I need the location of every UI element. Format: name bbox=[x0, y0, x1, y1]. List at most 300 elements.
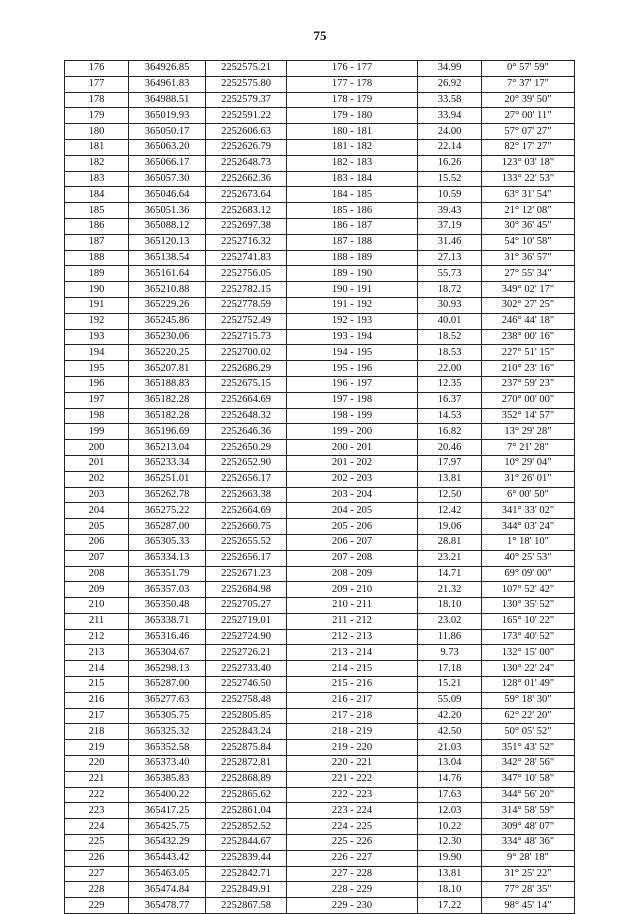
length-cell: 20.46 bbox=[418, 440, 482, 456]
table-row bbox=[65, 582, 575, 598]
point-number-cell: 199 bbox=[65, 424, 129, 440]
table-row bbox=[65, 724, 575, 740]
point-number-cell: 210 bbox=[65, 598, 129, 614]
segment-cell: 176 - 177 bbox=[287, 61, 418, 77]
y-coordinate-cell: 2252875.84 bbox=[206, 740, 287, 756]
bearing-cell: 344° 03' 24" bbox=[482, 519, 575, 535]
x-coordinate-cell: 365066.17 bbox=[129, 155, 206, 171]
bearing-cell: 27° 00' 11" bbox=[482, 108, 575, 124]
y-coordinate-cell: 2252626.79 bbox=[206, 139, 287, 155]
length-cell: 18.52 bbox=[418, 329, 482, 345]
y-coordinate-cell: 2252650.29 bbox=[206, 440, 287, 456]
point-number-cell: 196 bbox=[65, 376, 129, 392]
table-row bbox=[65, 519, 575, 535]
y-coordinate-cell: 2252756.05 bbox=[206, 266, 287, 282]
segment-cell: 177 - 178 bbox=[287, 76, 418, 92]
length-cell: 24.00 bbox=[418, 124, 482, 140]
segment-cell: 213 - 214 bbox=[287, 645, 418, 661]
segment-cell: 209 - 210 bbox=[287, 582, 418, 598]
table-row bbox=[65, 629, 575, 645]
bearing-cell: 238° 00' 16" bbox=[482, 329, 575, 345]
point-number-cell: 186 bbox=[65, 218, 129, 234]
table-row bbox=[65, 598, 575, 614]
segment-cell: 215 - 216 bbox=[287, 677, 418, 693]
x-coordinate-cell: 365051.36 bbox=[129, 203, 206, 219]
y-coordinate-cell: 2252648.32 bbox=[206, 408, 287, 424]
point-number-cell: 184 bbox=[65, 187, 129, 203]
table-row bbox=[65, 61, 575, 77]
bearing-cell: 20° 39' 50" bbox=[482, 92, 575, 108]
length-cell: 39.43 bbox=[418, 203, 482, 219]
length-cell: 17.18 bbox=[418, 661, 482, 677]
segment-cell: 222 - 223 bbox=[287, 787, 418, 803]
y-coordinate-cell: 2252844.67 bbox=[206, 835, 287, 851]
table-row bbox=[65, 329, 575, 345]
bearing-cell: 173° 40' 52" bbox=[482, 629, 575, 645]
y-coordinate-cell: 2252805.85 bbox=[206, 708, 287, 724]
y-coordinate-cell: 2252867.58 bbox=[206, 898, 287, 914]
point-number-cell: 228 bbox=[65, 882, 129, 898]
x-coordinate-cell: 365229.26 bbox=[129, 297, 206, 313]
bearing-cell: 352° 14' 57" bbox=[482, 408, 575, 424]
segment-cell: 227 - 228 bbox=[287, 866, 418, 882]
bearing-cell: 59° 18' 30" bbox=[482, 692, 575, 708]
segment-cell: 198 - 199 bbox=[287, 408, 418, 424]
segment-cell: 190 - 191 bbox=[287, 282, 418, 298]
y-coordinate-cell: 2252697.38 bbox=[206, 218, 287, 234]
length-cell: 22.14 bbox=[418, 139, 482, 155]
y-coordinate-cell: 2252843.24 bbox=[206, 724, 287, 740]
table-row bbox=[65, 424, 575, 440]
bearing-cell: 7° 37' 17" bbox=[482, 76, 575, 92]
x-coordinate-cell: 365400.22 bbox=[129, 787, 206, 803]
point-number-cell: 177 bbox=[65, 76, 129, 92]
length-cell: 21.03 bbox=[418, 740, 482, 756]
bearing-cell: 31° 25' 22" bbox=[482, 866, 575, 882]
x-coordinate-cell: 365138.54 bbox=[129, 250, 206, 266]
length-cell: 40.01 bbox=[418, 313, 482, 329]
x-coordinate-cell: 365305.75 bbox=[129, 708, 206, 724]
bearing-cell: 57° 07' 27" bbox=[482, 124, 575, 140]
x-coordinate-cell: 365275.22 bbox=[129, 503, 206, 519]
segment-cell: 207 - 208 bbox=[287, 550, 418, 566]
length-cell: 42.20 bbox=[418, 708, 482, 724]
length-cell: 18.10 bbox=[418, 882, 482, 898]
y-coordinate-cell: 2252663.38 bbox=[206, 487, 287, 503]
table-row bbox=[65, 471, 575, 487]
x-coordinate-cell: 364988.51 bbox=[129, 92, 206, 108]
y-coordinate-cell: 2252865.62 bbox=[206, 787, 287, 803]
table-row bbox=[65, 661, 575, 677]
bearing-cell: 309° 48' 07" bbox=[482, 819, 575, 835]
segment-cell: 211 - 212 bbox=[287, 613, 418, 629]
point-number-cell: 203 bbox=[65, 487, 129, 503]
x-coordinate-cell: 365230.06 bbox=[129, 329, 206, 345]
length-cell: 23.21 bbox=[418, 550, 482, 566]
bearing-cell: 165° 10' 22" bbox=[482, 613, 575, 629]
length-cell: 11.86 bbox=[418, 629, 482, 645]
point-number-cell: 216 bbox=[65, 692, 129, 708]
length-cell: 12.35 bbox=[418, 376, 482, 392]
segment-cell: 216 - 217 bbox=[287, 692, 418, 708]
length-cell: 14.76 bbox=[418, 771, 482, 787]
length-cell: 10.22 bbox=[418, 819, 482, 835]
table-row bbox=[65, 613, 575, 629]
table-row bbox=[65, 677, 575, 693]
length-cell: 16.26 bbox=[418, 155, 482, 171]
bearing-cell: 69° 09' 00" bbox=[482, 566, 575, 582]
table-row bbox=[65, 203, 575, 219]
table-row bbox=[65, 787, 575, 803]
length-cell: 12.50 bbox=[418, 487, 482, 503]
y-coordinate-cell: 2252655.52 bbox=[206, 534, 287, 550]
point-number-cell: 201 bbox=[65, 455, 129, 471]
x-coordinate-cell: 365050.17 bbox=[129, 124, 206, 140]
x-coordinate-cell: 365373.40 bbox=[129, 756, 206, 772]
table-row bbox=[65, 124, 575, 140]
length-cell: 55.73 bbox=[418, 266, 482, 282]
segment-cell: 186 - 187 bbox=[287, 218, 418, 234]
x-coordinate-cell: 365357.03 bbox=[129, 582, 206, 598]
y-coordinate-cell: 2252746.50 bbox=[206, 677, 287, 693]
y-coordinate-cell: 2252684.98 bbox=[206, 582, 287, 598]
point-number-cell: 179 bbox=[65, 108, 129, 124]
segment-cell: 219 - 220 bbox=[287, 740, 418, 756]
table-row bbox=[65, 92, 575, 108]
table-row bbox=[65, 534, 575, 550]
length-cell: 17.97 bbox=[418, 455, 482, 471]
table-row bbox=[65, 756, 575, 772]
segment-cell: 183 - 184 bbox=[287, 171, 418, 187]
point-number-cell: 220 bbox=[65, 756, 129, 772]
length-cell: 12.03 bbox=[418, 803, 482, 819]
point-number-cell: 181 bbox=[65, 139, 129, 155]
length-cell: 17.22 bbox=[418, 898, 482, 914]
table-row bbox=[65, 155, 575, 171]
length-cell: 16.37 bbox=[418, 392, 482, 408]
table-row bbox=[65, 550, 575, 566]
x-coordinate-cell: 365325.32 bbox=[129, 724, 206, 740]
length-cell: 18.72 bbox=[418, 282, 482, 298]
bearing-cell: 31° 26' 01" bbox=[482, 471, 575, 487]
table-row bbox=[65, 218, 575, 234]
x-coordinate-cell: 365161.64 bbox=[129, 266, 206, 282]
bearing-cell: 237° 59' 23" bbox=[482, 376, 575, 392]
y-coordinate-cell: 2252724.90 bbox=[206, 629, 287, 645]
length-cell: 21.32 bbox=[418, 582, 482, 598]
y-coordinate-cell: 2252675.15 bbox=[206, 376, 287, 392]
x-coordinate-cell: 365188.83 bbox=[129, 376, 206, 392]
segment-cell: 224 - 225 bbox=[287, 819, 418, 835]
point-number-cell: 229 bbox=[65, 898, 129, 914]
x-coordinate-cell: 365305.33 bbox=[129, 534, 206, 550]
x-coordinate-cell: 365425.75 bbox=[129, 819, 206, 835]
length-cell: 18.53 bbox=[418, 345, 482, 361]
segment-cell: 199 - 200 bbox=[287, 424, 418, 440]
y-coordinate-cell: 2252575.21 bbox=[206, 61, 287, 77]
bearing-cell: 344° 56' 20" bbox=[482, 787, 575, 803]
x-coordinate-cell: 365316.46 bbox=[129, 629, 206, 645]
y-coordinate-cell: 2252842.71 bbox=[206, 866, 287, 882]
bearing-cell: 40° 25' 53" bbox=[482, 550, 575, 566]
point-number-cell: 218 bbox=[65, 724, 129, 740]
table-row bbox=[65, 345, 575, 361]
point-number-cell: 178 bbox=[65, 92, 129, 108]
table-row bbox=[65, 882, 575, 898]
segment-cell: 181 - 182 bbox=[287, 139, 418, 155]
bearing-cell: 30° 36' 45" bbox=[482, 218, 575, 234]
segment-cell: 202 - 203 bbox=[287, 471, 418, 487]
table-row bbox=[65, 266, 575, 282]
length-cell: 34.99 bbox=[418, 61, 482, 77]
segment-cell: 208 - 209 bbox=[287, 566, 418, 582]
segment-cell: 221 - 222 bbox=[287, 771, 418, 787]
table-row bbox=[65, 313, 575, 329]
length-cell: 55.09 bbox=[418, 692, 482, 708]
point-number-cell: 213 bbox=[65, 645, 129, 661]
bearing-cell: 9° 28' 18" bbox=[482, 850, 575, 866]
x-coordinate-cell: 364961.83 bbox=[129, 76, 206, 92]
table-row bbox=[65, 171, 575, 187]
point-number-cell: 224 bbox=[65, 819, 129, 835]
x-coordinate-cell: 365251.01 bbox=[129, 471, 206, 487]
bearing-cell: 270° 00' 00" bbox=[482, 392, 575, 408]
length-cell: 42.50 bbox=[418, 724, 482, 740]
length-cell: 33.94 bbox=[418, 108, 482, 124]
segment-cell: 223 - 224 bbox=[287, 803, 418, 819]
bearing-cell: 342° 28' 56" bbox=[482, 756, 575, 772]
table-row bbox=[65, 850, 575, 866]
table-row bbox=[65, 376, 575, 392]
segment-cell: 210 - 211 bbox=[287, 598, 418, 614]
x-coordinate-cell: 365207.81 bbox=[129, 361, 206, 377]
point-number-cell: 206 bbox=[65, 534, 129, 550]
segment-cell: 205 - 206 bbox=[287, 519, 418, 535]
bearing-cell: 133° 22' 53" bbox=[482, 171, 575, 187]
y-coordinate-cell: 2252591.22 bbox=[206, 108, 287, 124]
bearing-cell: 0° 57' 59" bbox=[482, 61, 575, 77]
point-number-cell: 189 bbox=[65, 266, 129, 282]
y-coordinate-cell: 2252652.90 bbox=[206, 455, 287, 471]
bearing-cell: 98° 45' 14" bbox=[482, 898, 575, 914]
x-coordinate-cell: 365182.28 bbox=[129, 408, 206, 424]
x-coordinate-cell: 365210.88 bbox=[129, 282, 206, 298]
point-number-cell: 205 bbox=[65, 519, 129, 535]
length-cell: 17.63 bbox=[418, 787, 482, 803]
bearing-cell: 54° 10' 58" bbox=[482, 234, 575, 250]
point-number-cell: 222 bbox=[65, 787, 129, 803]
point-number-cell: 223 bbox=[65, 803, 129, 819]
x-coordinate-cell: 365443.42 bbox=[129, 850, 206, 866]
point-number-cell: 192 bbox=[65, 313, 129, 329]
length-cell: 9.73 bbox=[418, 645, 482, 661]
x-coordinate-cell: 365220.25 bbox=[129, 345, 206, 361]
length-cell: 15.21 bbox=[418, 677, 482, 693]
table-row bbox=[65, 250, 575, 266]
table-row bbox=[65, 76, 575, 92]
y-coordinate-cell: 2252606.63 bbox=[206, 124, 287, 140]
table-row bbox=[65, 187, 575, 203]
y-coordinate-cell: 2252671.23 bbox=[206, 566, 287, 582]
length-cell: 10.59 bbox=[418, 187, 482, 203]
length-cell: 30.93 bbox=[418, 297, 482, 313]
table-row bbox=[65, 740, 575, 756]
point-number-cell: 195 bbox=[65, 361, 129, 377]
segment-cell: 179 - 180 bbox=[287, 108, 418, 124]
length-cell: 33.58 bbox=[418, 92, 482, 108]
x-coordinate-cell: 365385.83 bbox=[129, 771, 206, 787]
length-cell: 15.52 bbox=[418, 171, 482, 187]
bearing-cell: 132° 15' 00" bbox=[482, 645, 575, 661]
segment-cell: 201 - 202 bbox=[287, 455, 418, 471]
y-coordinate-cell: 2252778.59 bbox=[206, 297, 287, 313]
y-coordinate-cell: 2252673.64 bbox=[206, 187, 287, 203]
x-coordinate-cell: 365196.69 bbox=[129, 424, 206, 440]
x-coordinate-cell: 365304.67 bbox=[129, 645, 206, 661]
table-row bbox=[65, 566, 575, 582]
segment-cell: 185 - 186 bbox=[287, 203, 418, 219]
point-number-cell: 200 bbox=[65, 440, 129, 456]
bearing-cell: 210° 23' 16" bbox=[482, 361, 575, 377]
y-coordinate-cell: 2252683.12 bbox=[206, 203, 287, 219]
y-coordinate-cell: 2252733.40 bbox=[206, 661, 287, 677]
length-cell: 27.13 bbox=[418, 250, 482, 266]
bearing-cell: 227° 51' 15" bbox=[482, 345, 575, 361]
segment-cell: 206 - 207 bbox=[287, 534, 418, 550]
y-coordinate-cell: 2252849.91 bbox=[206, 882, 287, 898]
segment-cell: 204 - 205 bbox=[287, 503, 418, 519]
table-row bbox=[65, 392, 575, 408]
length-cell: 26.92 bbox=[418, 76, 482, 92]
point-number-cell: 187 bbox=[65, 234, 129, 250]
bearing-cell: 349° 02' 17" bbox=[482, 282, 575, 298]
y-coordinate-cell: 2252868.89 bbox=[206, 771, 287, 787]
point-number-cell: 197 bbox=[65, 392, 129, 408]
bearing-cell: 31° 36' 57" bbox=[482, 250, 575, 266]
x-coordinate-cell: 365277.63 bbox=[129, 692, 206, 708]
y-coordinate-cell: 2252839.44 bbox=[206, 850, 287, 866]
point-number-cell: 182 bbox=[65, 155, 129, 171]
point-number-cell: 191 bbox=[65, 297, 129, 313]
point-number-cell: 188 bbox=[65, 250, 129, 266]
segment-cell: 229 - 230 bbox=[287, 898, 418, 914]
table-row bbox=[65, 835, 575, 851]
segment-cell: 196 - 197 bbox=[287, 376, 418, 392]
point-number-cell: 212 bbox=[65, 629, 129, 645]
point-number-cell: 190 bbox=[65, 282, 129, 298]
point-number-cell: 226 bbox=[65, 850, 129, 866]
y-coordinate-cell: 2252662.36 bbox=[206, 171, 287, 187]
length-cell: 31.46 bbox=[418, 234, 482, 250]
length-cell: 14.71 bbox=[418, 566, 482, 582]
x-coordinate-cell: 365432.29 bbox=[129, 835, 206, 851]
bearing-cell: 351° 43' 52" bbox=[482, 740, 575, 756]
bearing-cell: 1° 18' 10" bbox=[482, 534, 575, 550]
x-coordinate-cell: 365088.12 bbox=[129, 218, 206, 234]
x-coordinate-cell: 365057.30 bbox=[129, 171, 206, 187]
bearing-cell: 347° 10' 58" bbox=[482, 771, 575, 787]
point-number-cell: 215 bbox=[65, 677, 129, 693]
segment-cell: 203 - 204 bbox=[287, 487, 418, 503]
y-coordinate-cell: 2252664.69 bbox=[206, 503, 287, 519]
y-coordinate-cell: 2252861.04 bbox=[206, 803, 287, 819]
coordinates-table-body bbox=[65, 61, 575, 914]
x-coordinate-cell: 365478.77 bbox=[129, 898, 206, 914]
segment-cell: 217 - 218 bbox=[287, 708, 418, 724]
y-coordinate-cell: 2252752.49 bbox=[206, 313, 287, 329]
table-row bbox=[65, 282, 575, 298]
segment-cell: 197 - 198 bbox=[287, 392, 418, 408]
point-number-cell: 193 bbox=[65, 329, 129, 345]
table-row bbox=[65, 455, 575, 471]
table-row bbox=[65, 645, 575, 661]
table-row bbox=[65, 108, 575, 124]
bearing-cell: 302° 27' 25" bbox=[482, 297, 575, 313]
y-coordinate-cell: 2252660.75 bbox=[206, 519, 287, 535]
x-coordinate-cell: 365474.84 bbox=[129, 882, 206, 898]
x-coordinate-cell: 365338.71 bbox=[129, 613, 206, 629]
x-coordinate-cell: 365046.64 bbox=[129, 187, 206, 203]
x-coordinate-cell: 365352.58 bbox=[129, 740, 206, 756]
segment-cell: 188 - 189 bbox=[287, 250, 418, 266]
bearing-cell: 10° 29' 04" bbox=[482, 455, 575, 471]
bearing-cell: 63° 31' 54" bbox=[482, 187, 575, 203]
point-number-cell: 204 bbox=[65, 503, 129, 519]
bearing-cell: 50° 05' 52" bbox=[482, 724, 575, 740]
length-cell: 13.04 bbox=[418, 756, 482, 772]
table-row bbox=[65, 234, 575, 250]
segment-cell: 184 - 185 bbox=[287, 187, 418, 203]
point-number-cell: 214 bbox=[65, 661, 129, 677]
y-coordinate-cell: 2252579.37 bbox=[206, 92, 287, 108]
bearing-cell: 314° 58' 59" bbox=[482, 803, 575, 819]
point-number-cell: 217 bbox=[65, 708, 129, 724]
y-coordinate-cell: 2252715.73 bbox=[206, 329, 287, 345]
table-row bbox=[65, 139, 575, 155]
segment-cell: 212 - 213 bbox=[287, 629, 418, 645]
bearing-cell: 21° 12' 08" bbox=[482, 203, 575, 219]
length-cell: 12.42 bbox=[418, 503, 482, 519]
bearing-cell: 130° 22' 24" bbox=[482, 661, 575, 677]
x-coordinate-cell: 365417.25 bbox=[129, 803, 206, 819]
bearing-cell: 123° 03' 18" bbox=[482, 155, 575, 171]
bearing-cell: 128° 01' 49" bbox=[482, 677, 575, 693]
y-coordinate-cell: 2252575.80 bbox=[206, 76, 287, 92]
length-cell: 13.81 bbox=[418, 471, 482, 487]
segment-cell: 218 - 219 bbox=[287, 724, 418, 740]
x-coordinate-cell: 365287.00 bbox=[129, 519, 206, 535]
length-cell: 18.10 bbox=[418, 598, 482, 614]
x-coordinate-cell: 365245.86 bbox=[129, 313, 206, 329]
point-number-cell: 198 bbox=[65, 408, 129, 424]
segment-cell: 192 - 193 bbox=[287, 313, 418, 329]
segment-cell: 225 - 226 bbox=[287, 835, 418, 851]
x-coordinate-cell: 365262.78 bbox=[129, 487, 206, 503]
segment-cell: 182 - 183 bbox=[287, 155, 418, 171]
table-row bbox=[65, 819, 575, 835]
x-coordinate-cell: 365233.34 bbox=[129, 455, 206, 471]
y-coordinate-cell: 2252872.81 bbox=[206, 756, 287, 772]
length-cell: 28.81 bbox=[418, 534, 482, 550]
bearing-cell: 107° 52' 42" bbox=[482, 582, 575, 598]
x-coordinate-cell: 365120.13 bbox=[129, 234, 206, 250]
point-number-cell: 207 bbox=[65, 550, 129, 566]
x-coordinate-cell: 365063.20 bbox=[129, 139, 206, 155]
length-cell: 16.82 bbox=[418, 424, 482, 440]
coordinates-table bbox=[64, 60, 575, 914]
x-coordinate-cell: 364926.85 bbox=[129, 61, 206, 77]
x-coordinate-cell: 365334.13 bbox=[129, 550, 206, 566]
